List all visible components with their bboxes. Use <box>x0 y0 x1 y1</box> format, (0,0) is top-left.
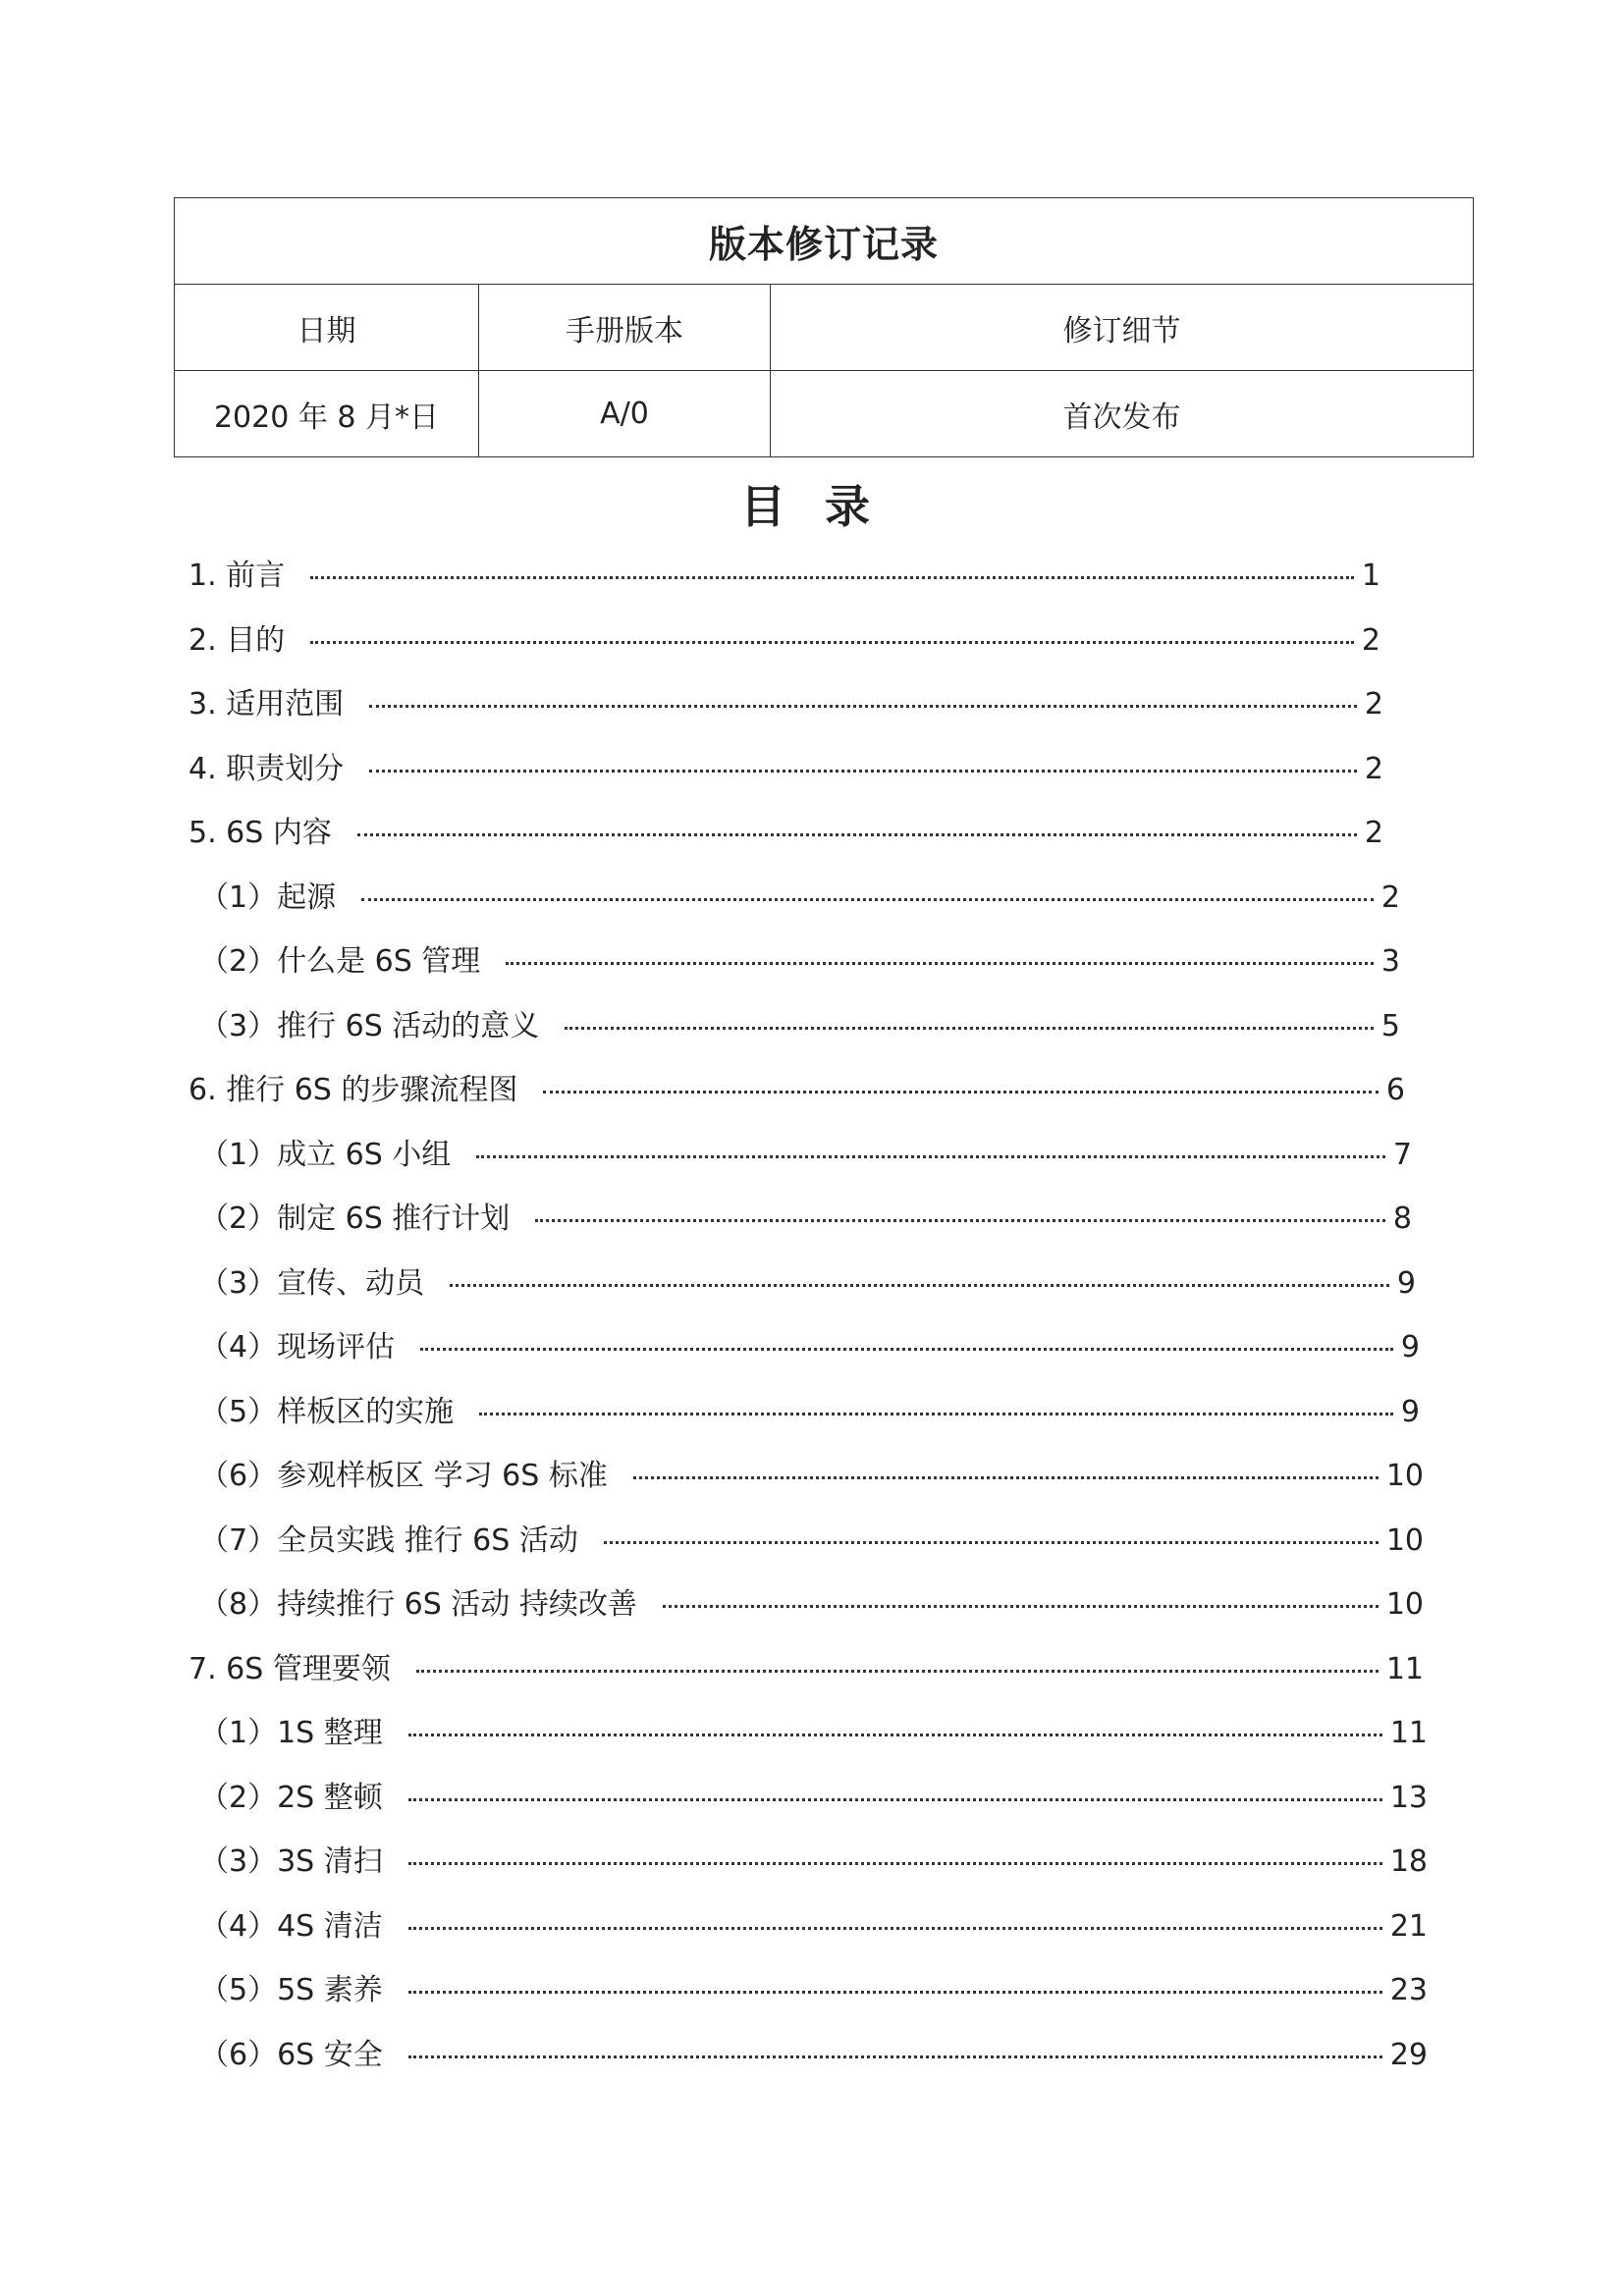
toc-entry[interactable] <box>199 1390 1420 1435</box>
toc-entry[interactable] <box>199 1004 1400 1049</box>
toc-dot-leader <box>535 1219 1385 1222</box>
toc-entry-page-number: 1 <box>1361 559 1380 593</box>
toc-entry[interactable] <box>199 1325 1420 1370</box>
toc-dot-leader <box>408 1862 1382 1865</box>
toc-dot-leader <box>565 1027 1374 1030</box>
toc-dot-leader <box>357 833 1357 836</box>
toc-entry[interactable] <box>189 1068 1405 1113</box>
toc-dot-leader <box>479 1413 1393 1415</box>
toc-entry[interactable] <box>199 1582 1424 1628</box>
revision-record-table <box>174 197 1474 457</box>
toc-dot-leader <box>361 898 1374 901</box>
toc-entry-page-number: 9 <box>1400 1395 1420 1429</box>
toc-entry-label: （3）推行 6S 活动的意义 <box>199 1009 540 1043</box>
toc-entry-page-number: 18 <box>1389 1844 1428 1879</box>
toc-dot-leader <box>416 1670 1379 1673</box>
toc-title: 目录 <box>740 480 909 533</box>
toc-dot-leader <box>408 1798 1382 1801</box>
cell-details: 首次发布 <box>771 371 1474 457</box>
toc-entry[interactable] <box>189 682 1383 727</box>
toc-entry-label: （3）宣传、动员 <box>199 1266 425 1301</box>
toc-entry[interactable] <box>189 747 1383 792</box>
toc-entry-page-number: 2 <box>1380 881 1400 915</box>
toc-entry-label: （2）什么是 6S 管理 <box>199 944 481 979</box>
toc-entry-page-number: 10 <box>1385 1459 1424 1493</box>
toc-dot-leader <box>408 2056 1382 2058</box>
toc-entry-page-number: 23 <box>1389 1973 1428 2007</box>
toc-dot-leader <box>663 1605 1379 1608</box>
toc-entry-page-number: 13 <box>1389 1781 1428 1815</box>
toc-entry-label: 5. 6S 内容 <box>189 816 332 850</box>
toc-entry[interactable] <box>199 1840 1428 1885</box>
toc-entry[interactable] <box>199 1968 1428 2013</box>
toc-entry-label: （1）起源 <box>199 881 337 915</box>
toc-entry[interactable] <box>189 554 1380 599</box>
toc-entry-label: 3. 适用范围 <box>189 687 345 721</box>
toc-entry-page-number: 9 <box>1396 1266 1416 1301</box>
toc-entry-label: 7. 6S 管理要领 <box>189 1652 391 1686</box>
toc-entry-label: （5）5S 素养 <box>199 1973 383 2007</box>
toc-dot-leader <box>506 962 1374 965</box>
toc-entry-page-number: 2 <box>1364 687 1383 721</box>
toc-entry-page-number: 11 <box>1389 1716 1428 1750</box>
toc-entry-label: （1）1S 整理 <box>199 1716 383 1750</box>
toc-entry[interactable] <box>199 1133 1412 1178</box>
header-version: 手册版本 <box>479 285 771 371</box>
cell-date: 2020 年 8 月*日 <box>175 371 479 457</box>
toc-entry-label: 1. 前言 <box>189 559 286 593</box>
toc-entry[interactable] <box>199 1197 1412 1242</box>
toc-dot-leader <box>633 1476 1379 1479</box>
table-row <box>175 371 1474 457</box>
toc-entry[interactable] <box>189 811 1383 856</box>
toc-entry-label: （2）制定 6S 推行计划 <box>199 1201 511 1236</box>
toc-dot-leader <box>310 576 1354 579</box>
toc-entry-label: （2）2S 整顿 <box>199 1781 383 1815</box>
toc-entry-page-number: 8 <box>1392 1201 1412 1236</box>
toc-entry[interactable] <box>189 618 1380 664</box>
toc-entry-label: （8）持续推行 6S 活动 持续改善 <box>199 1587 637 1622</box>
toc-entry-label: （1）成立 6S 小组 <box>199 1138 452 1172</box>
toc-entry[interactable] <box>199 1776 1428 1821</box>
toc-entry[interactable] <box>199 1454 1424 1499</box>
toc-entry-page-number: 7 <box>1392 1138 1412 1172</box>
toc-entry-page-number: 6 <box>1385 1073 1405 1107</box>
toc-dot-leader <box>476 1155 1385 1158</box>
toc-entry[interactable] <box>199 1904 1428 1949</box>
toc-dot-leader <box>408 1991 1382 1994</box>
toc-dot-leader <box>543 1091 1379 1094</box>
toc-dot-leader <box>604 1541 1379 1544</box>
toc-dot-leader <box>369 770 1357 773</box>
toc-entry[interactable] <box>199 1261 1416 1307</box>
toc-entry-label: （5）样板区的实施 <box>199 1395 455 1429</box>
header-date: 日期 <box>175 285 479 371</box>
toc-entry[interactable] <box>199 2033 1428 2078</box>
toc-entry-label: （3）3S 清扫 <box>199 1844 383 1879</box>
toc-entry-label: （7）全员实践 推行 6S 活动 <box>199 1523 578 1558</box>
toc-dot-leader <box>408 1734 1382 1736</box>
toc-dot-leader <box>369 705 1357 708</box>
toc-entry-label: （6）6S 安全 <box>199 2038 383 2072</box>
toc-entry[interactable] <box>199 939 1400 985</box>
toc-entry-page-number: 5 <box>1380 1009 1400 1043</box>
toc-entry-label: （4）现场评估 <box>199 1330 396 1364</box>
toc-entry[interactable] <box>199 876 1400 921</box>
header-details: 修订细节 <box>771 285 1474 371</box>
toc-dot-leader <box>420 1348 1393 1351</box>
toc-entry-label: 4. 职责划分 <box>189 752 345 786</box>
toc-entry-page-number: 10 <box>1385 1523 1424 1558</box>
toc-entry-page-number: 21 <box>1389 1909 1428 1944</box>
table-header-row <box>175 285 1474 371</box>
toc-entry-page-number: 2 <box>1364 752 1383 786</box>
toc-entry-page-number: 9 <box>1400 1330 1420 1364</box>
toc-entry-page-number: 2 <box>1361 623 1380 658</box>
toc-dot-leader <box>450 1284 1389 1287</box>
cell-version: A/0 <box>479 371 771 457</box>
table-title: 版本修订记录 <box>175 198 1474 285</box>
toc-entry-page-number: 11 <box>1385 1652 1424 1686</box>
toc-entry-page-number: 10 <box>1385 1587 1424 1622</box>
toc-entry-page-number: 29 <box>1389 2038 1428 2072</box>
toc-dot-leader <box>408 1927 1382 1930</box>
toc-entry-page-number: 2 <box>1364 816 1383 850</box>
toc-entry-page-number: 3 <box>1380 944 1400 979</box>
toc-entry-label: （6）参观样板区 学习 6S 标准 <box>199 1459 608 1493</box>
table-title-row <box>175 198 1474 285</box>
toc-entry[interactable] <box>199 1519 1424 1564</box>
toc-entry-label: 6. 推行 6S 的步骤流程图 <box>189 1073 518 1107</box>
toc-dot-leader <box>310 641 1354 644</box>
toc-entry-label: （4）4S 清洁 <box>199 1909 383 1944</box>
toc-entry[interactable] <box>199 1711 1428 1756</box>
toc-entry-label: 2. 目的 <box>189 623 286 658</box>
toc-entry[interactable] <box>189 1647 1424 1692</box>
